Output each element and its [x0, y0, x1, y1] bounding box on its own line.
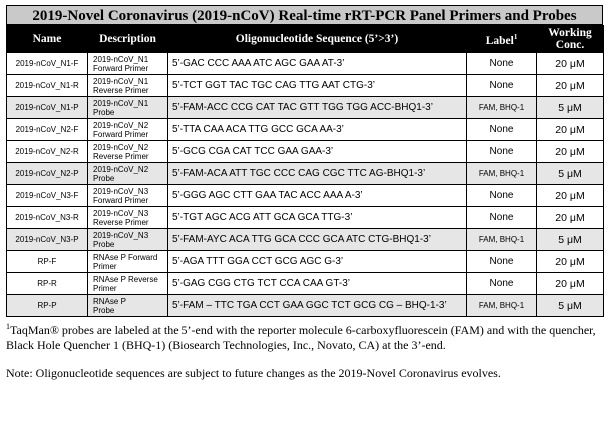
cell-label: None — [467, 141, 537, 163]
cell-description — [88, 229, 168, 251]
cell-description-line1: 2019-nCoV_N1 — [93, 54, 149, 64]
cell-sequence: 5’-GAG CGG CTG TCT CCA CAA GT-3’ — [168, 273, 467, 295]
cell-description-line1: 2019-nCoV_N3 — [93, 208, 149, 218]
cell-sequence: 5’-FAM-ACC CCG CAT TAC GTT TGG TGG ACC-BHQ1-3’ — [168, 97, 467, 119]
header-description: Description — [88, 26, 168, 53]
footnote-text: TaqMan® probes are labeled at the 5’-end with the reporter molecule 6-carboxyfluorescein (FAM) and with the quencher, Black Hole Quencher 1 (BHQ-1) (Biosearch Technologies, Inc., Novato, CA) at the 3’-end. — [6, 323, 596, 352]
table-row — [7, 119, 604, 141]
cell-name: 2019-nCoV_N1-P — [7, 97, 88, 119]
cell-description-line2: Reverse Primer — [93, 151, 149, 161]
cell-description-line1: 2019-nCoV_N3 — [93, 230, 149, 240]
primers-table — [6, 25, 604, 317]
cell-working-conc: 20 μM — [537, 185, 604, 207]
cell-description — [88, 97, 168, 119]
cell-working-conc: 20 μM — [537, 75, 604, 97]
cell-sequence: 5’-TCT GGT TAC TGC CAG TTG AAT CTG-3’ — [168, 75, 467, 97]
cell-sequence: 5’-FAM – TTC TGA CCT GAA GGC TCT GCG CG – BHQ-1-3’ — [168, 295, 467, 317]
cell-working-conc: 20 μM — [537, 207, 604, 229]
cell-name: 2019-nCoV_N2-F — [7, 119, 88, 141]
table-row — [7, 273, 604, 295]
cell-working-conc: 5 μM — [537, 163, 604, 185]
header-label-text: Label — [485, 34, 514, 47]
document — [6, 5, 603, 381]
cell-label: None — [467, 207, 537, 229]
header-working-conc — [537, 26, 604, 53]
cell-name: RP-F — [7, 251, 88, 273]
table-row — [7, 141, 604, 163]
cell-working-conc: 5 μM — [537, 229, 604, 251]
cell-description-line1: 2019-nCoV_N1 — [93, 98, 149, 108]
cell-description-line2: Probe — [93, 173, 115, 183]
header-label — [467, 26, 537, 53]
cell-name: 2019-nCoV_N2-R — [7, 141, 88, 163]
cell-label: None — [467, 119, 537, 141]
cell-description-line2: Primer — [93, 283, 117, 293]
footnote-marker: 1 — [6, 322, 10, 331]
cell-sequence: 5’-FAM-AYC ACA TTG GCA CCC GCA ATC CTG-BHQ1-3’ — [168, 229, 467, 251]
cell-label: FAM, BHQ-1 — [467, 97, 537, 119]
cell-sequence: 5’-TTA CAA ACA TTG GCC GCA AA-3’ — [168, 119, 467, 141]
table-row — [7, 163, 604, 185]
header-conc-line1: Working — [548, 27, 592, 39]
cell-working-conc: 20 μM — [537, 119, 604, 141]
cell-description-line2: Probe — [93, 305, 115, 315]
table-row — [7, 207, 604, 229]
cell-label: FAM, BHQ-1 — [467, 163, 537, 185]
table-row — [7, 251, 604, 273]
cell-description-line1: 2019-nCoV_N1 — [93, 76, 149, 86]
cell-name: 2019-nCoV_N3-P — [7, 229, 88, 251]
cell-description-line2: Forward Primer — [93, 129, 149, 139]
cell-description-line2: Reverse Primer — [93, 85, 149, 95]
cell-working-conc: 5 μM — [537, 295, 604, 317]
note: Note: Oligonucleotide sequences are subject to future changes as the 2019-Novel Coronavirus evolves. — [6, 366, 501, 380]
cell-name: 2019-nCoV_N2-P — [7, 163, 88, 185]
cell-working-conc: 20 μM — [537, 53, 604, 75]
cell-description-line2: Forward Primer — [93, 63, 149, 73]
cell-description-line2: Forward Primer — [93, 195, 149, 205]
cell-description-line2: Probe — [93, 107, 115, 117]
header-row — [7, 26, 604, 53]
table-row — [7, 185, 604, 207]
cell-description — [88, 185, 168, 207]
header-label-sup: 1 — [513, 33, 518, 42]
cell-name: RP-R — [7, 273, 88, 295]
cell-description-line2: Reverse Primer — [93, 217, 149, 227]
cell-working-conc: 20 μM — [537, 273, 604, 295]
header-name: Name — [7, 26, 88, 53]
cell-description — [88, 119, 168, 141]
cell-sequence: 5’-GCG CGA CAT TCC GAA GAA-3’ — [168, 141, 467, 163]
cell-description-line1: RNAse P Reverse — [93, 274, 158, 284]
cell-label: None — [467, 75, 537, 97]
cell-name: 2019-nCoV_N1-F — [7, 53, 88, 75]
cell-label: None — [467, 273, 537, 295]
table-row — [7, 229, 604, 251]
cell-description-line1: RNAse P Forward — [93, 252, 158, 262]
header-conc-line2: Conc. — [555, 39, 585, 51]
cell-sequence: 5’-TGT AGC ACG ATT GCA GCA TTG-3’ — [168, 207, 467, 229]
cell-name: 2019-nCoV_N3-R — [7, 207, 88, 229]
cell-description-line1: RNAse P — [93, 296, 126, 306]
cell-label: None — [467, 251, 537, 273]
cell-description — [88, 295, 168, 317]
table-row — [7, 295, 604, 317]
cell-label: FAM, BHQ-1 — [467, 295, 537, 317]
cell-sequence: 5’-GGG AGC CTT GAA TAC ACC AAA A-3’ — [168, 185, 467, 207]
cell-description-line2: Primer — [93, 261, 117, 271]
cell-description — [88, 207, 168, 229]
cell-description-line2: Probe — [93, 239, 115, 249]
cell-sequence: 5’-GAC CCC AAA ATC AGC GAA AT-3’ — [168, 53, 467, 75]
table-row — [7, 53, 604, 75]
cell-working-conc: 20 μM — [537, 251, 604, 273]
cell-label: FAM, BHQ-1 — [467, 229, 537, 251]
table-title: 2019-Novel Coronavirus (2019-nCoV) Real-time rRT-PCR Panel Primers and Probes — [6, 5, 603, 25]
cell-description — [88, 141, 168, 163]
cell-description-line1: 2019-nCoV_N2 — [93, 164, 149, 174]
cell-description — [88, 75, 168, 97]
cell-working-conc: 5 μM — [537, 97, 604, 119]
cell-sequence: 5’-FAM-ACA ATT TGC CCC CAG CGC TTC AG-BHQ1-3’ — [168, 163, 467, 185]
cell-sequence: 5’-AGA TTT GGA CCT GCG AGC G-3’ — [168, 251, 467, 273]
cell-description-line1: 2019-nCoV_N2 — [93, 142, 149, 152]
cell-description — [88, 251, 168, 273]
cell-description — [88, 163, 168, 185]
cell-working-conc: 20 μM — [537, 141, 604, 163]
cell-label: None — [467, 185, 537, 207]
cell-name: RP-P — [7, 295, 88, 317]
cell-name: 2019-nCoV_N3-F — [7, 185, 88, 207]
cell-label: None — [467, 53, 537, 75]
table-row — [7, 75, 604, 97]
cell-description-line1: 2019-nCoV_N2 — [93, 120, 149, 130]
table-row — [7, 97, 604, 119]
cell-name: 2019-nCoV_N1-R — [7, 75, 88, 97]
header-sequence: Oligonucleotide Sequence (5’>3’) — [168, 26, 467, 53]
cell-description — [88, 273, 168, 295]
cell-description-line1: 2019-nCoV_N3 — [93, 186, 149, 196]
footnote — [6, 319, 603, 353]
cell-description — [88, 53, 168, 75]
